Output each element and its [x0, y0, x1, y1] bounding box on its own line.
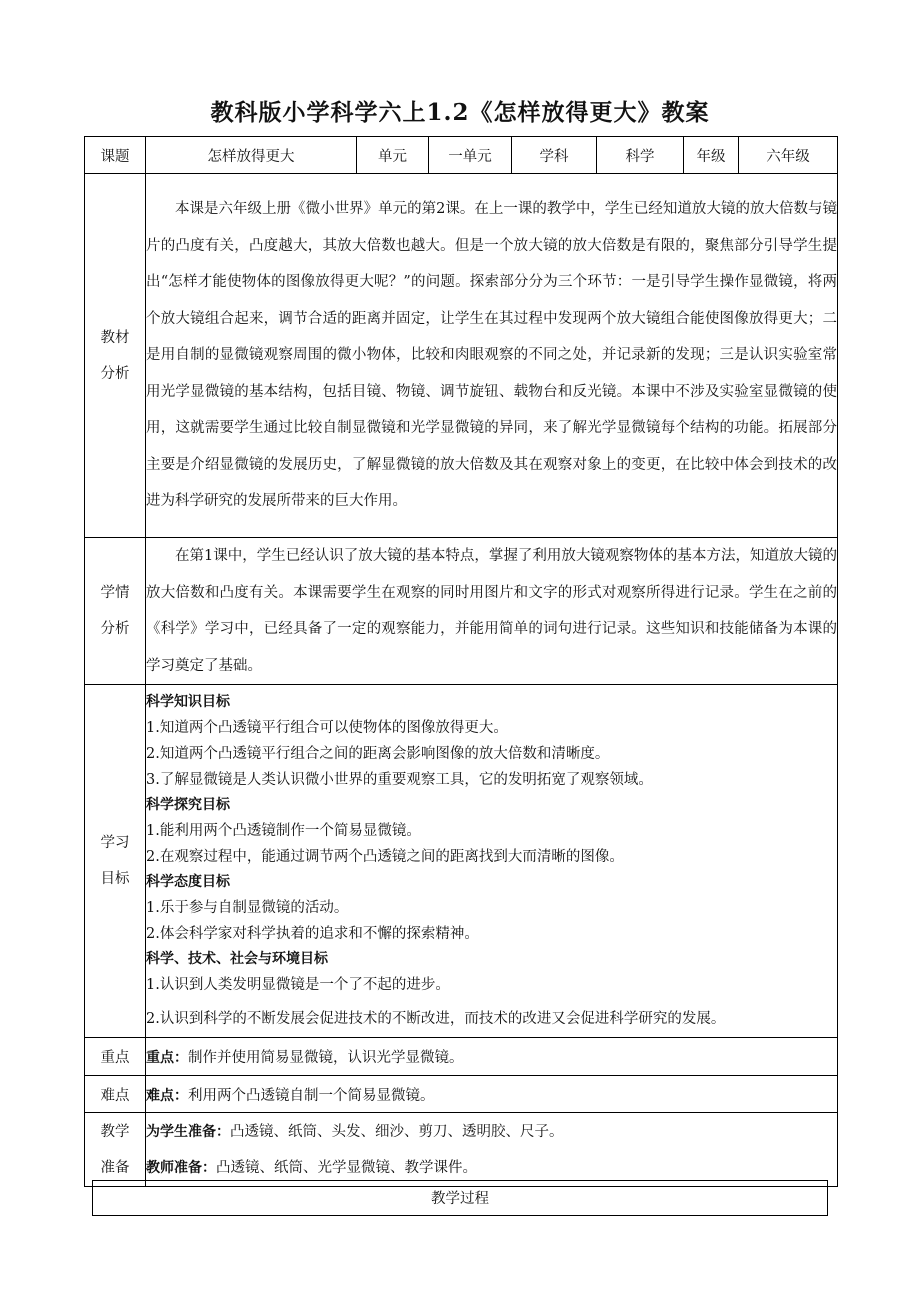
topic-value: 怎样放得更大 — [146, 137, 357, 174]
page-title: 教科版小学科学六上1.2《怎样放得更大》教案 — [210, 99, 710, 126]
student-analysis-row — [85, 538, 838, 685]
unit-label: 单元 — [357, 137, 429, 174]
teacher-preparation: 教师准备：凸透镜、纸筒、光学显微镜、教学课件。 — [146, 1159, 477, 1176]
material-analysis-text: 本课是六年级上册《微小世界》单元的第2课。在上一课的教学中，学生已经知道放大镜的放大倍数与镜片的凸度有关，凸度越大，其放大倍数也越大。但是一个放大镜的放大倍数是有限的，聚焦部分引导学生提出“怎样才能使物体的图像放得更大呢？”的问题。探索部分分为三个环节：一是引导学生操作显微镜，将两个放大镜组合起来，调节合适的距离并固定，让学生在其过程中发现两个放大镜组合能使图像放得更大；二是用自制的显微镜观察周围的微小物体，比较和肉眼观察的不同之处，并记录新的发现；三是认识实验室常用光学显微镜的基本结构，包括目镜、物镜、调节旋钮、载物台和反光镜。本课中不涉及实验室显微镜的使用，这就需要学生通过比较自制显微镜和光学显微镜的异同，来了解光学显微镜每个结构的功能。拓展部分主要是介绍显微镜的发展历史，了解显微镜的放大倍数及其在观察对象上的变更，在比较中体会到技术的改进为科学研究的发展所带来的巨大作用。 — [146, 174, 838, 538]
attitude-item: 1.乐于参与自制显微镜的活动。 — [146, 900, 349, 916]
material-analysis-label: 教材 分析 — [85, 174, 146, 538]
unit-value: 一单元 — [429, 137, 512, 174]
topic-label: 课题 — [85, 137, 146, 174]
student-analysis-label: 学情 分析 — [85, 538, 146, 685]
attitude-heading: 科学态度目标 — [146, 874, 230, 890]
learning-objectives-row — [85, 685, 838, 1038]
key-point-row — [85, 1038, 838, 1076]
lesson-plan-table — [84, 136, 838, 1187]
learning-objectives-label: 学习 目标 — [85, 685, 146, 1038]
subject-label: 学科 — [512, 137, 597, 174]
preparation-row — [85, 1113, 838, 1187]
student-preparation: 为学生准备：凸透镜、纸筒、头发、细沙、剪刀、透明胶、尺子。 — [146, 1123, 564, 1140]
stse-item: 1.认识到人类发明显微镜是一个了不起的进步。 — [146, 977, 450, 993]
key-point-text: 制作并使用简易显微镜，认识光学显微镜。 — [188, 1050, 464, 1066]
inquiry-heading: 科学探究目标 — [146, 797, 230, 813]
material-analysis-row — [85, 174, 838, 538]
learning-objectives-content — [146, 685, 838, 1038]
difficulty-content — [146, 1076, 838, 1113]
grade-value: 六年级 — [739, 137, 838, 174]
student-analysis-text: 在第1课中，学生已经认识了放大镜的基本特点，掌握了利用放大镜观察物体的基本方法，知道放大镜的放大倍数和凸度有关。本课需要学生在观察的同时用图片和文字的形式对观察所得进行记录。学生在之前的《科学》学习中，已经具备了一定的观察能力，并能用简单的词句进行记录。这些知识和技能储备为本课的学习奠定了基础。 — [146, 538, 838, 685]
knowledge-heading: 科学知识目标 — [146, 694, 230, 710]
inquiry-item: 1.能利用两个凸透镜制作一个简易显微镜。 — [146, 823, 421, 839]
key-point-content — [146, 1038, 838, 1076]
knowledge-item: 3.了解显微镜是人类认识微小世界的重要观察工具，它的发明拓宽了观察领域。 — [146, 772, 653, 788]
difficulty-text: 利用两个凸透镜自制一个简易显微镜。 — [188, 1087, 435, 1104]
teaching-process-header: 教学过程 — [92, 1180, 828, 1216]
knowledge-item: 1.知道两个凸透镜平行组合可以使物体的图像放得更大。 — [146, 720, 508, 736]
preparation-content — [146, 1113, 838, 1187]
difficulty-prefix: 难点： — [146, 1087, 188, 1104]
knowledge-item: 2.知道两个凸透镜平行组合之间的距离会影响图像的放大倍数和清晰度。 — [146, 746, 610, 762]
key-point-prefix: 重点： — [146, 1050, 188, 1066]
stse-item: 2.认识到科学的不断发展会促进技术的不断改进，而技术的改进又会促进科学研究的发展。 — [146, 1011, 726, 1027]
subject-value: 科学 — [597, 137, 684, 174]
difficulty-label: 难点 — [85, 1076, 146, 1113]
header-row — [85, 137, 838, 174]
grade-label: 年级 — [684, 137, 739, 174]
difficulty-row — [85, 1076, 838, 1113]
attitude-item: 2.体会科学家对科学执着的追求和不懈的探索精神。 — [146, 926, 479, 942]
key-point-label: 重点 — [85, 1038, 146, 1076]
inquiry-item: 2.在观察过程中，能通过调节两个凸透镜之间的距离找到大而清晰的图像。 — [146, 849, 624, 865]
stse-heading: 科学、技术、社会与环境目标 — [146, 951, 328, 967]
preparation-label: 教学 准备 — [85, 1113, 146, 1187]
